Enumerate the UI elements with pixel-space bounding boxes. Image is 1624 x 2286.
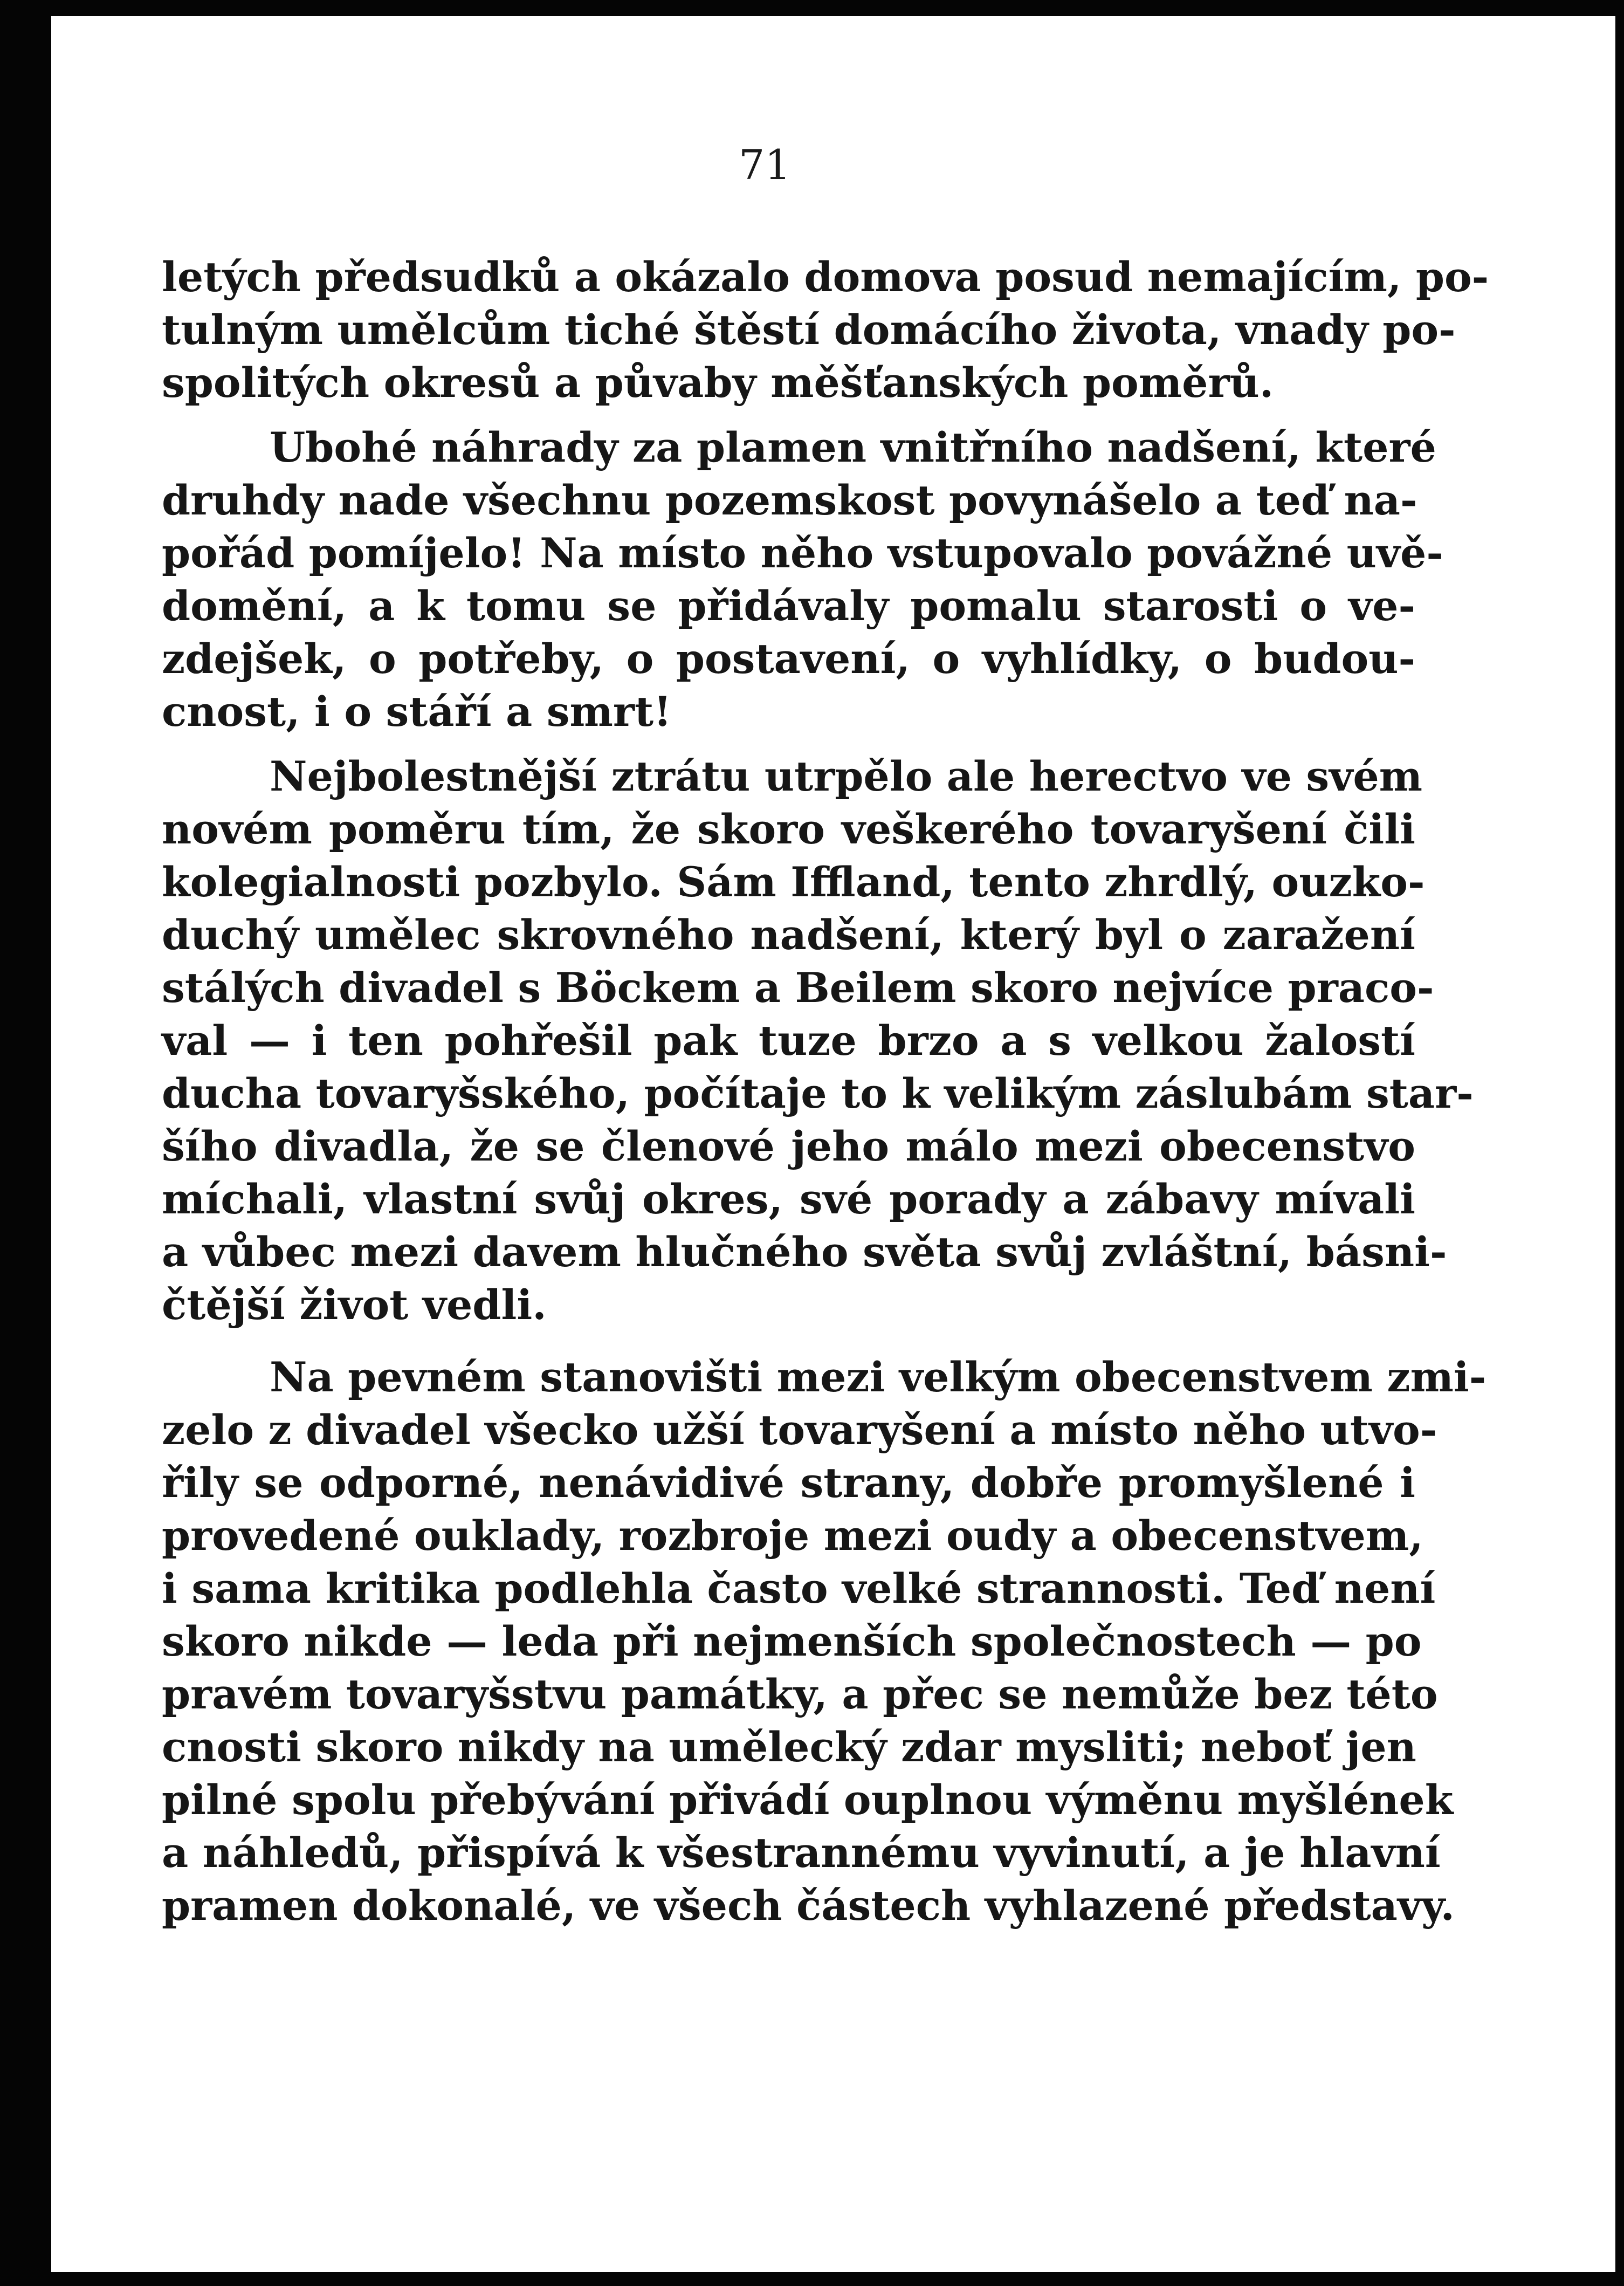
paragraph-1 bbox=[162, 251, 1489, 409]
paragraph-4 bbox=[162, 1351, 1487, 1932]
text-line: i sama kritika podlehla často velké strannosti. Teď není bbox=[162, 1564, 1436, 1612]
text-line: cnosti skoro nikdy na umělecký zdar mysliti; neboť jen bbox=[162, 1723, 1416, 1771]
text-line: a náhledů, přispívá k všestrannému vyvinutí, a je hlavní bbox=[162, 1829, 1441, 1877]
text-line: řily se odporné, nenávidivé strany, dobře promyšlené i bbox=[162, 1459, 1415, 1507]
text-line: šího divadla, že se členové jeho málo mezi obecenstvo bbox=[162, 1122, 1415, 1170]
page-number: 71 bbox=[739, 141, 791, 189]
scan-border-left bbox=[0, 0, 51, 2286]
text-line: tulným umělcům tiché štěstí domácího života, vnady po- bbox=[162, 306, 1456, 354]
text-line: Nejbolestnější ztrátu utrpělo ale herectvo ve svém bbox=[270, 752, 1423, 800]
text-line: provedené ouklady, rozbroje mezi oudy a obecenstvem, bbox=[162, 1512, 1423, 1560]
text-line: zdejšek, o potřeby, o postavení, o vyhlídky, o budou- bbox=[162, 635, 1415, 683]
text-line: ducha tovaryšského, počítaje to k velikým záslubám star- bbox=[162, 1069, 1474, 1117]
scan-border-right bbox=[1615, 0, 1624, 2286]
text-line: zelo z divadel všecko užší tovaryšení a místo něho utvo- bbox=[162, 1406, 1437, 1454]
scan-border-bottom bbox=[0, 2272, 1624, 2286]
text-line: cnost, i o stáří a smrt! bbox=[162, 688, 672, 736]
paragraph-2 bbox=[162, 421, 1443, 738]
text-line: val — i ten pohřešil pak tuze brzo a s velkou žalostí bbox=[162, 1017, 1415, 1065]
text-line: pramen dokonalé, ve všech částech vyhlazené představy. bbox=[162, 1882, 1455, 1930]
text-line: stálých divadel s Böckem a Beilem skoro nejvíce praco- bbox=[162, 964, 1434, 1012]
text-line: míchali, vlastní svůj okres, své porady a zábavy mívali bbox=[162, 1175, 1415, 1223]
text-line: skoro nikde — leda při nejmenších společnostech — po bbox=[162, 1617, 1422, 1665]
text-line: kolegialnosti pozbylo. Sám Iffland, tento zhrdlý, ouzko- bbox=[162, 858, 1425, 906]
text-line: Na pevném stanovišti mezi velkým obecenstvem zmi- bbox=[270, 1353, 1487, 1401]
text-line: novém poměru tím, že skoro veškerého tovaryšení čili bbox=[162, 805, 1415, 853]
text-line: druhdy nade všechnu pozemskost povynášelo a teď na- bbox=[162, 476, 1417, 524]
body-text bbox=[162, 251, 1489, 1932]
text-line: pořád pomíjelo! Na místo něho vstupovalo povážné uvě- bbox=[162, 529, 1443, 577]
paragraph-3 bbox=[162, 750, 1474, 1331]
text-line: pravém tovaryšstvu památky, a přec se nemůže bez této bbox=[162, 1670, 1438, 1718]
text-line: pilné spolu přebývání přivádí ouplnou výměnu myšlének bbox=[162, 1776, 1454, 1824]
text-line: domění, a k tomu se přidávaly pomalu starosti o ve- bbox=[162, 582, 1415, 630]
text-line: a vůbec mezi davem hlučného světa svůj zvláštní, básni- bbox=[162, 1228, 1447, 1276]
text-line: letých předsudků a okázalo domova posud nemajícím, po- bbox=[162, 253, 1489, 301]
text-line: Ubohé náhrady za plamen vnitřního nadšení, které bbox=[270, 423, 1436, 471]
text-line: duchý umělec skrovného nadšení, který byl o zaražení bbox=[162, 911, 1415, 959]
scan-border-top bbox=[0, 0, 1624, 16]
text-line: čtější život vedli. bbox=[162, 1281, 547, 1329]
text-line: spolitých okresů a půvaby měšťanských poměrů. bbox=[162, 359, 1274, 407]
